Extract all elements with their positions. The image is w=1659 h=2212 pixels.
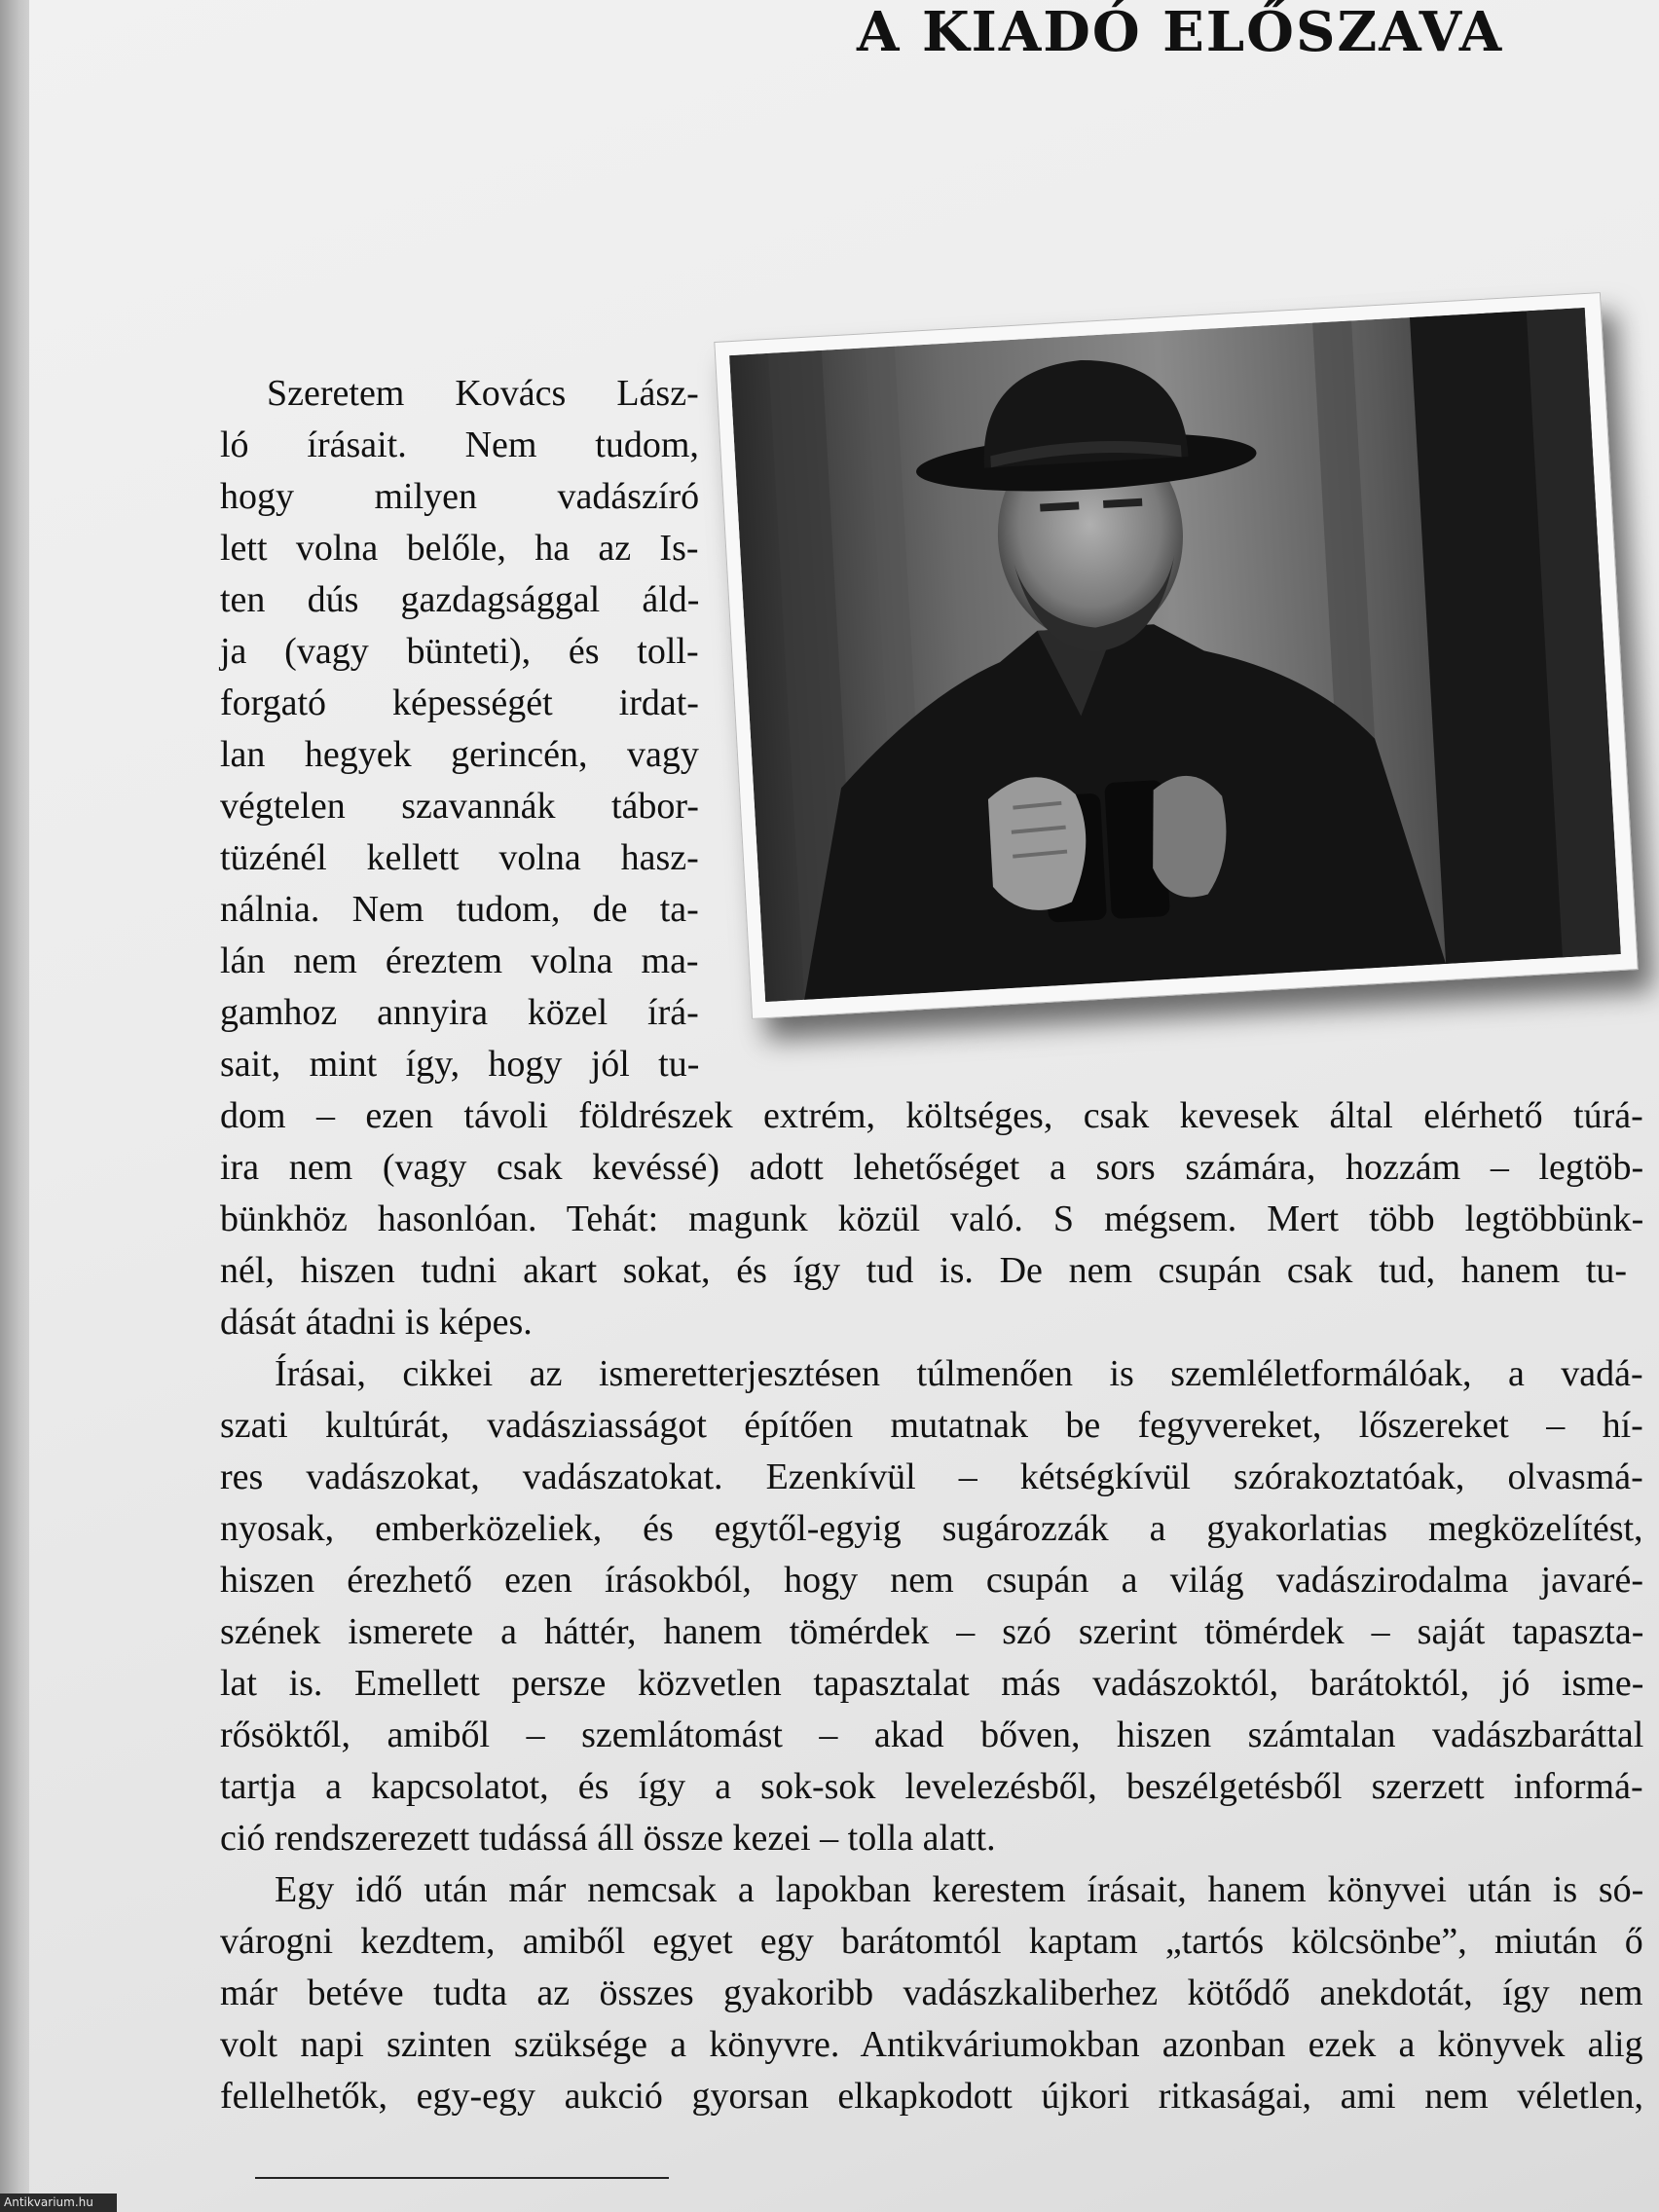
page-title: A KIADÓ ELŐSZAVA bbox=[857, 0, 1504, 64]
text-line: volt napi szinten szüksége a könyvre. Antikváriumokban azonban ezek a könyvek alig bbox=[220, 2024, 1643, 2065]
text-line: dom – ezen távoli földrészek extrém, költséges, csak kevesek által elérhető túrá- bbox=[220, 1095, 1643, 1136]
text-line: gamhoz annyira közel írá- bbox=[220, 992, 699, 1033]
text-line: ira nem (vagy csak kevéssé) adott lehetőséget a sors számára, hozzám – legtöb- bbox=[220, 1147, 1644, 1188]
text-line: már betéve tudta az összes gyakoribb vadászkaliberhez kötődő anekdotát, így nem bbox=[220, 1972, 1643, 2013]
text-line: hiszen érezhető ezen írásokból, hogy nem csupán a világ vadászirodalma javaré- bbox=[220, 1560, 1643, 1601]
text-line: forgató képességét irdat- bbox=[220, 682, 699, 723]
footnote-rule bbox=[255, 2177, 669, 2179]
text-line: Szeretem Kovács Lász- bbox=[267, 373, 699, 414]
text-line: Egy idő után már nemcsak a lapokban kerestem írásait, hanem könyvei után is só- bbox=[275, 1869, 1644, 1910]
text-line: nél, hiszen tudni akart sokat, és így tud is. De nem csupán csak tud, hanem tu- bbox=[220, 1250, 1628, 1291]
text-line: szati kultúrát, vadásziasságot építően mutatnak be fegyvereket, lőszereket – hí- bbox=[220, 1405, 1643, 1446]
text-line: lat is. Emellett persze közvetlen tapasztalat más vadászoktól, barátoktól, jó isme- bbox=[220, 1663, 1644, 1704]
portrait-photo-frame bbox=[714, 292, 1638, 1019]
text-line: ció rendszerezett tudássá áll össze kezei – tolla alatt. bbox=[220, 1818, 996, 1859]
text-line: rősöktől, amiből – szemlátomást – akad bőven, hiszen számtalan vadászbaráttal bbox=[220, 1714, 1644, 1755]
text-line: tartja a kapcsolatot, és így a sok-sok levelezésből, beszélgetésből szerzett informá- bbox=[220, 1766, 1643, 1807]
text-line: bünkhöz hasonlóan. Tehát: magunk közül való. S mégsem. Mert több legtöbbünk- bbox=[220, 1198, 1644, 1239]
text-line: ten dús gazdagsággal áld- bbox=[220, 579, 700, 620]
text-line: végtelen szavannák tábor- bbox=[220, 786, 699, 827]
text-line: szének ismerete a háttér, hanem tömérdek – szó szerint tömérdek – saját tapaszta- bbox=[220, 1611, 1644, 1652]
text-line: tüzénél kellett volna hasz- bbox=[220, 837, 699, 878]
text-line: fellelhetők, egy-egy aukció gyorsan elkapkodott újkori ritkaságai, ami nem véletlen, bbox=[220, 2076, 1644, 2117]
book-page bbox=[29, 0, 1659, 2212]
text-line: lett volna belőle, ha az Is- bbox=[220, 528, 699, 569]
text-line: hogy milyen vadászíró bbox=[220, 476, 700, 517]
watermark: Antikvarium.hu bbox=[0, 2194, 117, 2212]
portrait-photo-icon bbox=[729, 308, 1621, 1002]
text-line: lán nem éreztem volna ma- bbox=[220, 940, 699, 981]
text-line: sait, mint így, hogy jól tu- bbox=[220, 1044, 700, 1085]
text-line: nyosak, emberközeliek, és egytől-egyig sugározzák a gyakorlatias megközelítést, bbox=[220, 1508, 1643, 1549]
text-line: dását átadni is képes. bbox=[220, 1302, 533, 1343]
text-line: ló írásait. Nem tudom, bbox=[220, 424, 699, 465]
text-line: nálnia. Nem tudom, de ta- bbox=[220, 889, 699, 930]
text-line: ja (vagy bünteti), és toll- bbox=[220, 631, 699, 672]
text-line: Írásai, cikkei az ismeretterjesztésen túlmenően is szemléletformálóak, a vadá- bbox=[275, 1353, 1643, 1394]
text-line: lan hegyek gerincén, vagy bbox=[220, 734, 699, 775]
text-line: várogni kezdtem, amiből egyet egy barátomtól kaptam „tartós kölcsönbe”, miután ő bbox=[220, 1921, 1643, 1962]
text-line: res vadászokat, vadászatokat. Ezenkívül – kétségkívül szórakoztatóak, olvasmá- bbox=[220, 1456, 1643, 1497]
